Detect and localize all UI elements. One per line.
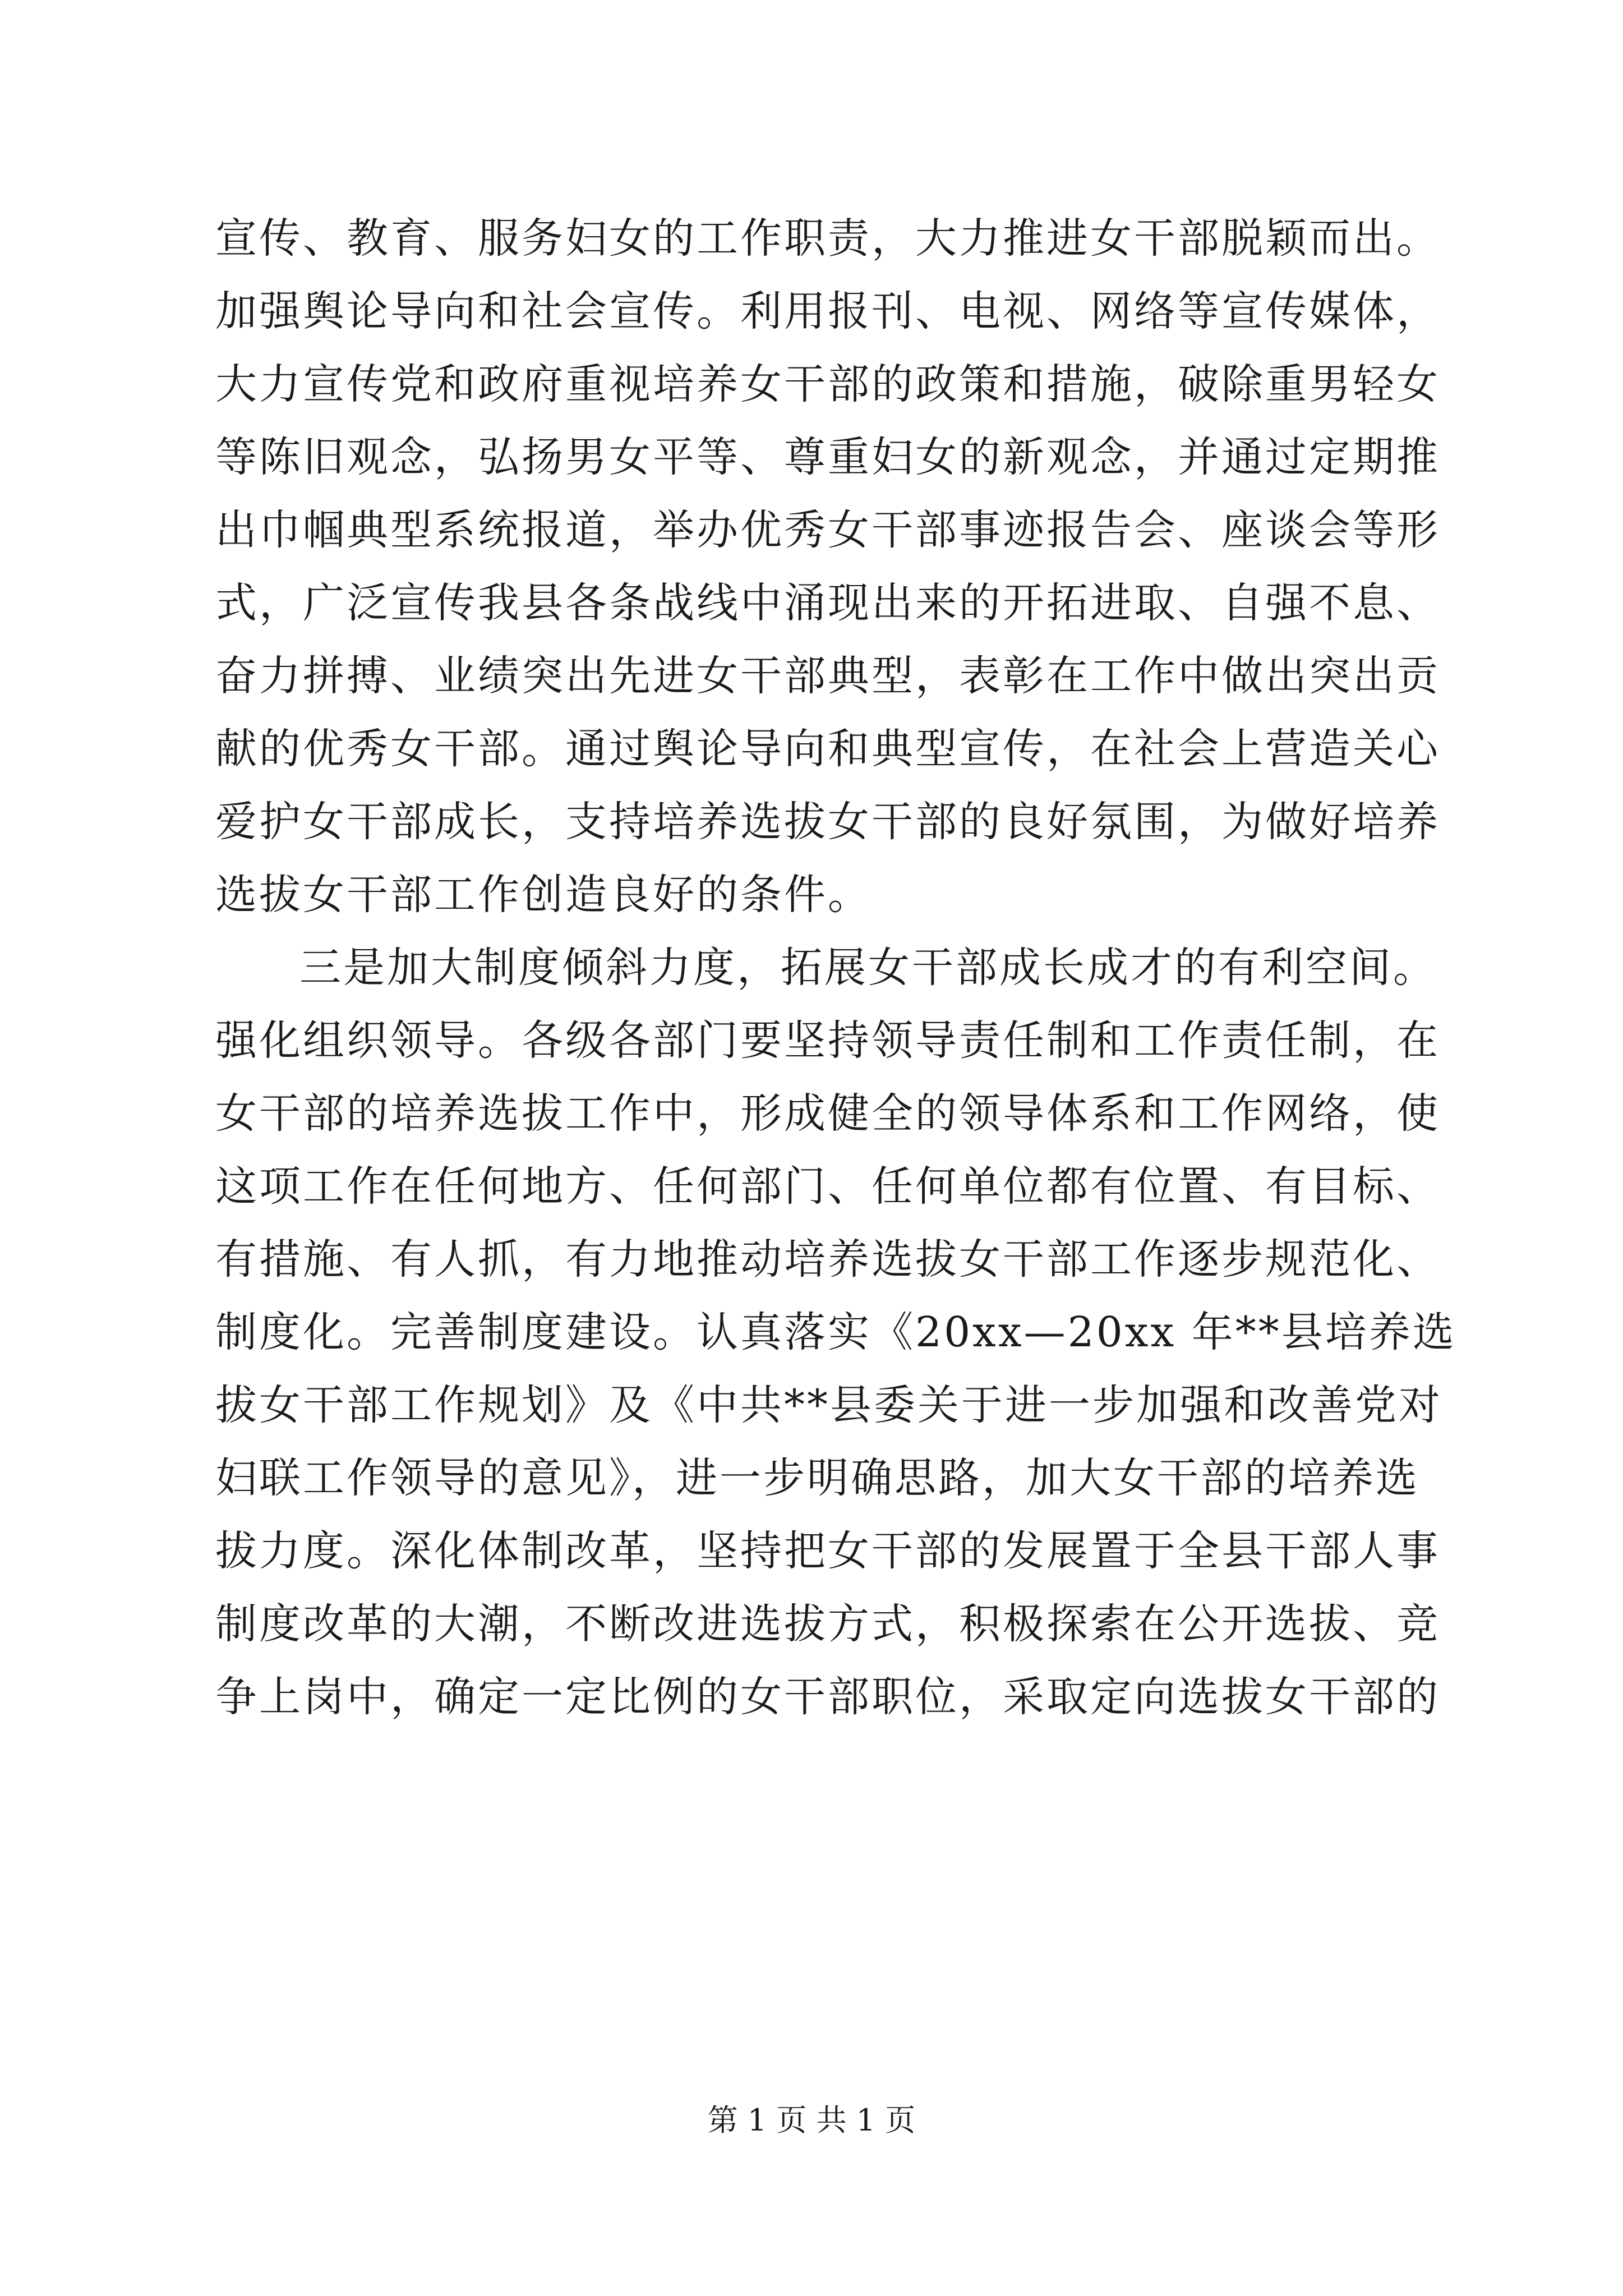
text-line: 制度改革的大潮，不断改进选拔方式，积极探索在公开选拔、竞 (215, 1600, 1440, 1648)
text-line: 加强舆论导向和社会宣传。利用报刊、电视、网络等宣传媒体， (215, 287, 1440, 335)
text-line: 献的优秀女干部。通过舆论导向和典型宣传，在社会上营造关心 (215, 725, 1440, 773)
text-line: 宣传、教育、服务妇女的工作职责，大力推进女干部脱颖而出。 (215, 214, 1440, 263)
text-line: 妇联工作领导的意见》，进一步明确思路，加大女干部的培养选 (215, 1454, 1419, 1502)
text-line: 这项工作在任何地方、任何部门、任何单位都有位置、有目标、 (215, 1162, 1440, 1211)
text-line: 争上岗中，确定一定比例的女干部职位，采取定向选拔女干部的 (215, 1673, 1440, 1721)
text-line: 拔力度。深化体制改革，坚持把女干部的发展置于全县干部人事 (215, 1527, 1440, 1575)
page-number-footer: 第 1 页 共 1 页 (707, 2102, 916, 2138)
text-line: 强化组织领导。各级各部门要坚持领导责任制和工作责任制，在 (215, 1016, 1440, 1065)
text-line: 出巾帼典型系统报道，举办优秀女干部事迹报告会、座谈会等形 (215, 506, 1440, 554)
text-line: 大力宣传党和政府重视培养女干部的政策和措施，破除重男轻女 (215, 360, 1440, 408)
text-line: 女干部的培养选拔工作中，形成健全的领导体系和工作网络，使 (215, 1089, 1440, 1138)
text-line: 有措施、有人抓，有力地推动培养选拔女干部工作逐步规范化、 (215, 1235, 1440, 1283)
text-line: 选拔女干部工作创造良好的条件。 (215, 871, 872, 919)
text-line: 等陈旧观念，弘扬男女平等、尊重妇女的新观念，并通过定期推 (215, 433, 1440, 481)
text-line: 拔女干部工作规划》及《中共**县委关于进一步加强和改善党对 (215, 1381, 1442, 1429)
paragraph-start-line: 三是加大制度倾斜力度，拓展女干部成长成才的有利空间。 (299, 944, 1437, 992)
text-line: 式，广泛宣传我县各条战线中涌现出来的开拓进取、自强不息、 (215, 579, 1440, 627)
text-line: 奋力拼搏、业绩突出先进女干部典型，表彰在工作中做出突出贡 (215, 652, 1440, 700)
text-line: 爱护女干部成长，支持培养选拔女干部的良好氛围，为做好培养 (215, 798, 1440, 846)
body-text (215, 202, 1456, 1733)
text-line: 制度化。完善制度建设。认真落实《20xx—20xx 年**县培养选 (215, 1308, 1456, 1356)
